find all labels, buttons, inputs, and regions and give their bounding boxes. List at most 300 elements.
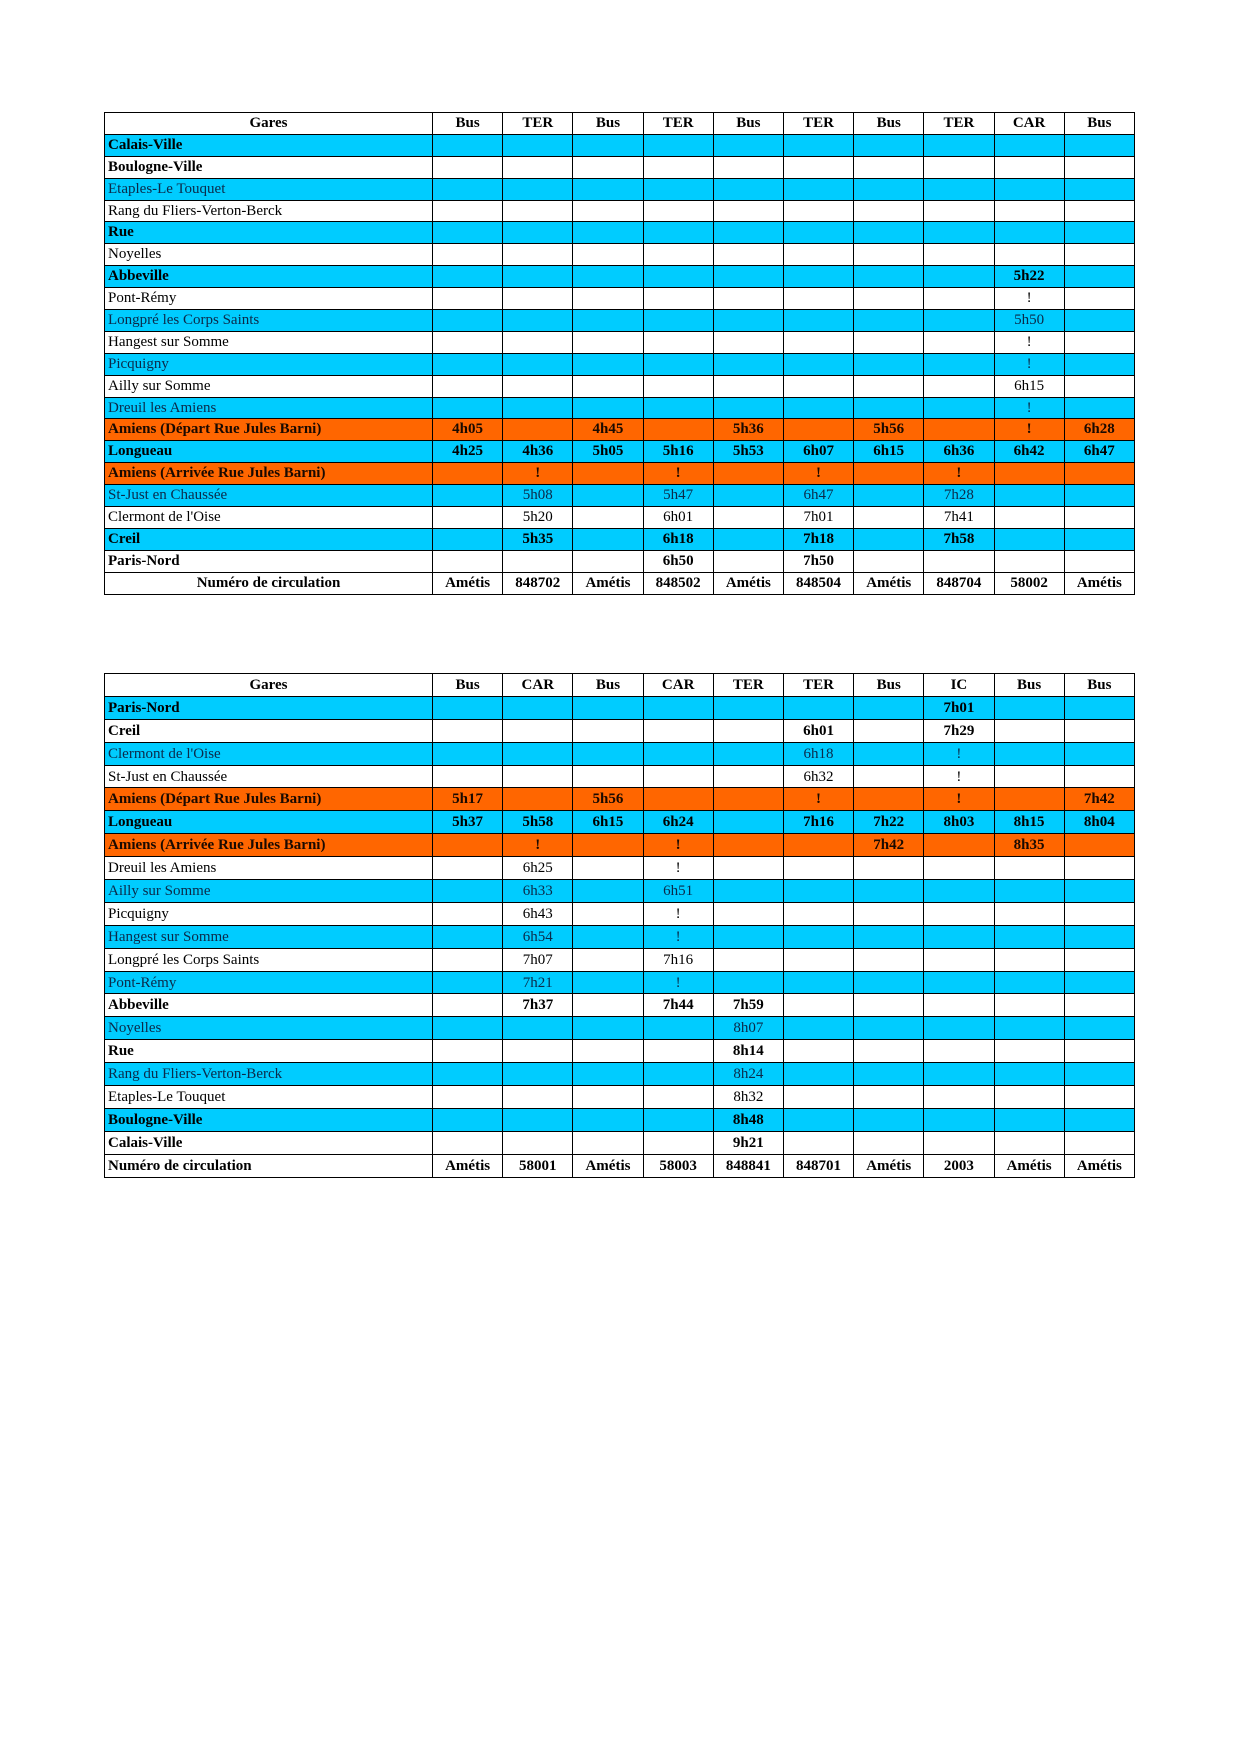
station-name: Abbeville [105, 994, 433, 1017]
column-header-mode: Bus [573, 113, 643, 135]
time-cell [643, 331, 713, 353]
time-cell: 6h25 [503, 857, 573, 880]
time-cell [783, 419, 853, 441]
column-header-mode: TER [924, 113, 994, 135]
time-cell [433, 1108, 503, 1131]
time-cell [854, 1040, 924, 1063]
time-cell [433, 696, 503, 719]
time-cell [433, 1063, 503, 1086]
time-cell: 5h37 [433, 811, 503, 834]
time-cell [994, 1086, 1064, 1109]
time-cell [1064, 834, 1134, 857]
time-cell [433, 1040, 503, 1063]
time-cell [643, 310, 713, 332]
time-cell [854, 463, 924, 485]
circulation-number: Amétis [713, 572, 783, 594]
time-cell [503, 222, 573, 244]
time-cell [994, 1017, 1064, 1040]
time-cell [643, 1017, 713, 1040]
circulation-label: Numéro de circulation [105, 572, 433, 594]
time-cell [994, 1131, 1064, 1154]
station-row [105, 719, 1135, 742]
time-cell [854, 244, 924, 266]
time-cell [433, 925, 503, 948]
time-cell: ! [643, 857, 713, 880]
time-cell [433, 178, 503, 200]
time-cell [573, 288, 643, 310]
station-row [105, 1040, 1135, 1063]
time-cell [994, 857, 1064, 880]
station-row [105, 463, 1135, 485]
station-row [105, 1086, 1135, 1109]
time-cell [994, 222, 1064, 244]
time-cell [924, 222, 994, 244]
time-cell [643, 156, 713, 178]
time-cell [924, 994, 994, 1017]
station-name: Creil [105, 719, 433, 742]
time-cell [924, 857, 994, 880]
time-cell [433, 765, 503, 788]
time-cell: 6h18 [783, 742, 853, 765]
time-cell: 7h21 [503, 971, 573, 994]
time-cell [433, 834, 503, 857]
time-cell [994, 156, 1064, 178]
time-cell [503, 1040, 573, 1063]
time-cell [573, 244, 643, 266]
time-cell [783, 310, 853, 332]
time-cell [924, 550, 994, 572]
time-cell [924, 925, 994, 948]
time-cell: 6h15 [994, 375, 1064, 397]
time-cell [854, 550, 924, 572]
time-cell [854, 310, 924, 332]
time-cell: 9h21 [713, 1131, 783, 1154]
time-cell: ! [994, 331, 1064, 353]
time-cell: 7h22 [854, 811, 924, 834]
time-cell [573, 1108, 643, 1131]
time-cell [994, 902, 1064, 925]
station-name: Picquigny [105, 353, 433, 375]
time-cell: 7h37 [503, 994, 573, 1017]
time-cell [1064, 1017, 1134, 1040]
station-row [105, 696, 1135, 719]
time-cell [643, 178, 713, 200]
time-cell [503, 331, 573, 353]
station-name: Dreuil les Amiens [105, 397, 433, 419]
time-cell [854, 288, 924, 310]
time-cell [503, 266, 573, 288]
time-cell: ! [643, 463, 713, 485]
header-row [105, 674, 1135, 697]
station-name: Boulogne-Ville [105, 1108, 433, 1131]
time-cell [924, 244, 994, 266]
time-cell [433, 156, 503, 178]
time-cell [433, 222, 503, 244]
time-cell [854, 156, 924, 178]
time-cell [503, 719, 573, 742]
time-cell [1064, 902, 1134, 925]
time-cell [643, 1040, 713, 1063]
time-cell [713, 310, 783, 332]
time-cell [924, 134, 994, 156]
time-cell: 6h15 [573, 811, 643, 834]
time-cell [643, 353, 713, 375]
time-cell [1064, 1086, 1134, 1109]
time-cell [643, 1131, 713, 1154]
station-row [105, 834, 1135, 857]
time-cell [713, 857, 783, 880]
time-cell [1064, 1040, 1134, 1063]
time-cell [713, 971, 783, 994]
station-row [105, 288, 1135, 310]
time-cell: 4h45 [573, 419, 643, 441]
time-cell [924, 200, 994, 222]
time-cell [573, 156, 643, 178]
time-cell [924, 1040, 994, 1063]
time-cell [924, 288, 994, 310]
time-cell [503, 788, 573, 811]
time-cell [713, 200, 783, 222]
time-cell: 7h01 [783, 507, 853, 529]
circulation-number: Amétis [1064, 1154, 1134, 1177]
time-cell [573, 857, 643, 880]
time-cell: 7h29 [924, 719, 994, 742]
station-row [105, 1108, 1135, 1131]
time-cell [713, 550, 783, 572]
station-row [105, 1017, 1135, 1040]
time-cell [854, 507, 924, 529]
station-row [105, 375, 1135, 397]
station-name: Abbeville [105, 266, 433, 288]
time-cell [573, 1131, 643, 1154]
time-cell [433, 880, 503, 903]
station-row [105, 397, 1135, 419]
time-cell: ! [783, 788, 853, 811]
time-cell: ! [783, 463, 853, 485]
column-header-stations: Gares [105, 113, 433, 135]
time-cell: ! [503, 463, 573, 485]
time-cell [433, 902, 503, 925]
time-cell [854, 1108, 924, 1131]
station-row [105, 550, 1135, 572]
time-cell [713, 925, 783, 948]
time-cell [924, 1108, 994, 1131]
time-cell [433, 397, 503, 419]
time-cell [994, 1040, 1064, 1063]
column-header-mode: Bus [854, 113, 924, 135]
time-cell [924, 1131, 994, 1154]
time-cell [713, 880, 783, 903]
time-cell [643, 397, 713, 419]
time-cell [783, 696, 853, 719]
time-cell [1064, 463, 1134, 485]
station-name: Pont-Rémy [105, 971, 433, 994]
time-cell [994, 994, 1064, 1017]
time-cell [573, 1063, 643, 1086]
time-cell [783, 1086, 853, 1109]
time-cell [643, 1086, 713, 1109]
time-cell: 7h50 [783, 550, 853, 572]
station-row [105, 1063, 1135, 1086]
time-cell [573, 178, 643, 200]
time-cell: 8h48 [713, 1108, 783, 1131]
station-row [105, 811, 1135, 834]
time-cell [854, 742, 924, 765]
time-cell: 7h59 [713, 994, 783, 1017]
time-cell [573, 994, 643, 1017]
time-cell [713, 719, 783, 742]
time-cell [924, 156, 994, 178]
time-cell [573, 925, 643, 948]
time-cell: 5h58 [503, 811, 573, 834]
time-cell [1064, 880, 1134, 903]
time-cell [783, 880, 853, 903]
circulation-number: 848504 [783, 572, 853, 594]
time-cell [924, 880, 994, 903]
time-cell [1064, 1108, 1134, 1131]
time-cell [854, 1131, 924, 1154]
time-cell [1064, 696, 1134, 719]
time-cell [783, 1017, 853, 1040]
time-cell [783, 244, 853, 266]
time-cell: 6h43 [503, 902, 573, 925]
time-cell [433, 310, 503, 332]
circulation-number: Amétis [433, 572, 503, 594]
station-name: Rang du Fliers-Verton-Berck [105, 1063, 433, 1086]
time-cell [1064, 765, 1134, 788]
time-cell [783, 971, 853, 994]
time-cell [433, 1086, 503, 1109]
time-cell [503, 244, 573, 266]
station-row [105, 788, 1135, 811]
time-cell: 4h36 [503, 441, 573, 463]
time-cell: 6h54 [503, 925, 573, 948]
time-cell [503, 353, 573, 375]
station-name: Ailly sur Somme [105, 375, 433, 397]
time-cell [433, 528, 503, 550]
time-cell: 5h35 [503, 528, 573, 550]
time-cell [713, 834, 783, 857]
time-cell [1064, 994, 1134, 1017]
time-cell [1064, 288, 1134, 310]
station-row [105, 485, 1135, 507]
time-cell [643, 788, 713, 811]
time-cell [783, 397, 853, 419]
column-header-mode: Bus [433, 113, 503, 135]
column-header-mode: Bus [713, 113, 783, 135]
time-cell: ! [643, 971, 713, 994]
station-name: Longpré les Corps Saints [105, 310, 433, 332]
time-cell [854, 331, 924, 353]
time-cell [643, 222, 713, 244]
time-cell [713, 156, 783, 178]
time-cell [924, 1086, 994, 1109]
time-cell [924, 310, 994, 332]
time-cell [573, 719, 643, 742]
time-cell [503, 1086, 573, 1109]
time-cell: 6h42 [994, 441, 1064, 463]
time-cell [994, 880, 1064, 903]
time-cell [433, 857, 503, 880]
time-cell [643, 244, 713, 266]
time-cell [573, 200, 643, 222]
time-cell [783, 902, 853, 925]
time-cell [433, 1017, 503, 1040]
time-cell [433, 134, 503, 156]
time-cell [783, 375, 853, 397]
time-cell [503, 1063, 573, 1086]
time-cell: 7h58 [924, 528, 994, 550]
time-cell [503, 288, 573, 310]
time-cell [713, 765, 783, 788]
time-cell [713, 811, 783, 834]
station-row [105, 742, 1135, 765]
station-row [105, 880, 1135, 903]
time-cell [573, 353, 643, 375]
time-cell: 6h51 [643, 880, 713, 903]
time-cell [924, 902, 994, 925]
time-cell: ! [924, 788, 994, 811]
time-cell [573, 266, 643, 288]
timetable-northbound-to-south [104, 112, 1135, 595]
column-header-stations: Gares [105, 674, 433, 697]
time-cell [433, 353, 503, 375]
station-name: Clermont de l'Oise [105, 507, 433, 529]
time-cell [1064, 222, 1134, 244]
time-cell [783, 156, 853, 178]
time-cell [713, 463, 783, 485]
time-cell [503, 1131, 573, 1154]
time-cell [854, 353, 924, 375]
column-header-mode: Bus [573, 674, 643, 697]
time-cell [433, 463, 503, 485]
time-cell: 6h32 [783, 765, 853, 788]
time-cell [924, 419, 994, 441]
time-cell [783, 222, 853, 244]
station-name: Picquigny [105, 902, 433, 925]
time-cell [433, 507, 503, 529]
time-cell [433, 331, 503, 353]
time-cell [713, 696, 783, 719]
station-row [105, 994, 1135, 1017]
time-cell [994, 507, 1064, 529]
station-row [105, 156, 1135, 178]
time-cell: ! [643, 925, 713, 948]
time-cell: 5h53 [713, 441, 783, 463]
time-cell [433, 742, 503, 765]
time-cell [1064, 485, 1134, 507]
station-row [105, 419, 1135, 441]
time-cell [573, 331, 643, 353]
time-cell [573, 397, 643, 419]
time-cell [924, 397, 994, 419]
time-cell: 5h05 [573, 441, 643, 463]
circulation-number: Amétis [433, 1154, 503, 1177]
circulation-number-row [105, 1154, 1135, 1177]
time-cell [713, 902, 783, 925]
time-cell [1064, 507, 1134, 529]
time-cell [1064, 948, 1134, 971]
time-cell [713, 353, 783, 375]
time-cell: 6h01 [783, 719, 853, 742]
circulation-number: Amétis [854, 572, 924, 594]
time-cell [854, 880, 924, 903]
time-cell [854, 765, 924, 788]
time-cell [573, 1040, 643, 1063]
time-cell [643, 200, 713, 222]
time-cell: 5h56 [573, 788, 643, 811]
station-name: Etaples-Le Touquet [105, 1086, 433, 1109]
column-header-mode: TER [643, 113, 713, 135]
circulation-number: Amétis [994, 1154, 1064, 1177]
circulation-number: 2003 [924, 1154, 994, 1177]
time-cell [783, 353, 853, 375]
station-name: Longpré les Corps Saints [105, 948, 433, 971]
time-cell [643, 765, 713, 788]
time-cell [994, 765, 1064, 788]
station-row [105, 528, 1135, 550]
column-header-mode: Bus [1064, 674, 1134, 697]
time-cell [503, 310, 573, 332]
time-cell: 6h47 [783, 485, 853, 507]
time-cell [854, 528, 924, 550]
station-name: Hangest sur Somme [105, 925, 433, 948]
time-cell [503, 765, 573, 788]
time-cell [713, 742, 783, 765]
time-cell: 5h16 [643, 441, 713, 463]
time-cell [1064, 266, 1134, 288]
time-cell: 8h04 [1064, 811, 1134, 834]
circulation-number: 848701 [783, 1154, 853, 1177]
time-cell [713, 507, 783, 529]
time-cell [433, 266, 503, 288]
time-cell [503, 375, 573, 397]
time-cell: 7h16 [783, 811, 853, 834]
time-cell [1064, 331, 1134, 353]
time-cell [573, 948, 643, 971]
time-cell [1064, 397, 1134, 419]
time-cell [1064, 742, 1134, 765]
time-cell [924, 948, 994, 971]
time-cell [573, 742, 643, 765]
time-cell: 6h28 [1064, 419, 1134, 441]
time-cell [924, 834, 994, 857]
circulation-number: 58001 [503, 1154, 573, 1177]
time-cell [854, 857, 924, 880]
time-cell [573, 375, 643, 397]
time-cell: 6h18 [643, 528, 713, 550]
time-cell [1064, 550, 1134, 572]
time-cell [924, 375, 994, 397]
time-cell [854, 266, 924, 288]
time-cell [433, 719, 503, 742]
time-cell [573, 550, 643, 572]
time-cell [433, 375, 503, 397]
time-cell [783, 134, 853, 156]
station-name: Longueau [105, 441, 433, 463]
time-cell [573, 485, 643, 507]
station-name: Etaples-Le Touquet [105, 178, 433, 200]
station-name: Boulogne-Ville [105, 156, 433, 178]
time-cell [854, 1063, 924, 1086]
time-cell [783, 266, 853, 288]
station-name: Clermont de l'Oise [105, 742, 433, 765]
station-row [105, 902, 1135, 925]
time-cell [994, 1108, 1064, 1131]
time-cell [643, 719, 713, 742]
station-name: Rue [105, 222, 433, 244]
column-header-mode: CAR [503, 674, 573, 697]
